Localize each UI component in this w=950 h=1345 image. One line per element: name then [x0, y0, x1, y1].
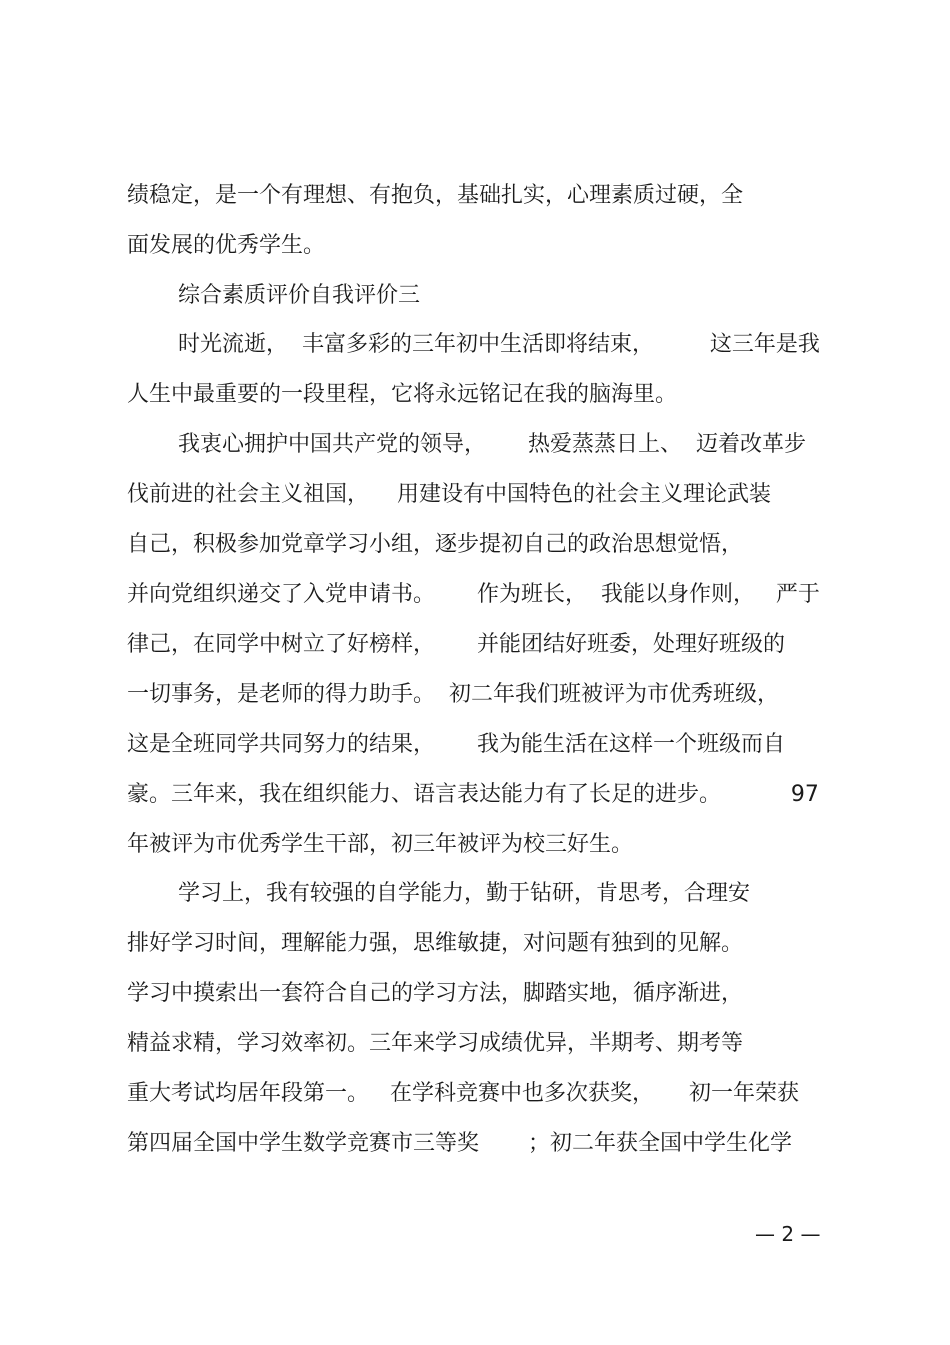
text-line: 豪。三年来，我在组织能力、语言表达能力有了长足的进步。 97 [127, 782, 819, 807]
text-line: 精益求精，学习效率初。三年来学习成绩优异，半期考、期考等 [127, 1031, 744, 1056]
text-line: 律己，在同学中树立了好榜样， 并能团结好班委，处理好班级的 [127, 632, 785, 657]
text-line: 时光流逝， 丰富多彩的三年初中生活即将结束， 这三年是我 [178, 332, 820, 357]
section-heading: 综合素质评价自我评价三 [178, 283, 421, 308]
text-line: 年被评为市优秀学生干部，初三年被评为校三好生。 [127, 832, 634, 857]
text-line: 学习中摸索出一套符合自己的学习方法，脚踏实地，循序渐进， [127, 981, 744, 1006]
text-line: 一切事务，是老师的得力助手。 初二年我们班被评为市优秀班级， [127, 682, 779, 707]
text-line: 自己，积极参加党章学习小组，逐步提初自己的政治思想觉悟， [127, 532, 744, 557]
text-line: 绩稳定，是一个有理想、有抱负，基础扎实，心理素质过硬，全 [127, 183, 744, 208]
text-line: 这是全班同学共同努力的结果， 我为能生活在这样一个班级而自 [127, 732, 785, 757]
text-line: 我衷心拥护中国共产党的领导， 热爱蒸蒸日上、 迈着改革步 [178, 432, 806, 457]
text-line: 学习上，我有较强的自学能力，勤于钻研，肯思考，合理安 [178, 881, 751, 906]
text-line: 第四届全国中学生数学竞赛市三等奖 ；初二年获全国中学生化学 [127, 1131, 792, 1156]
text-line: 排好学习时间，理解能力强，思维敏捷，对问题有独到的见解。 [127, 931, 744, 956]
page-number: — 2 — [755, 1222, 821, 1246]
text-line: 面发展的优秀学生。 [127, 233, 326, 258]
text-line: 人生中最重要的一段里程，它将永远铭记在我的脑海里。 [127, 382, 678, 407]
text-line: 伐前进的社会主义祖国， 用建设有中国特色的社会主义理论武装 [127, 482, 771, 507]
text-line: 重大考试均居年段第一。 在学科竞赛中也多次获奖， 初一年荣获 [127, 1081, 799, 1106]
text-line: 并向党组织递交了入党申请书。 作为班长， 我能以身作则， 严于 [127, 582, 820, 607]
